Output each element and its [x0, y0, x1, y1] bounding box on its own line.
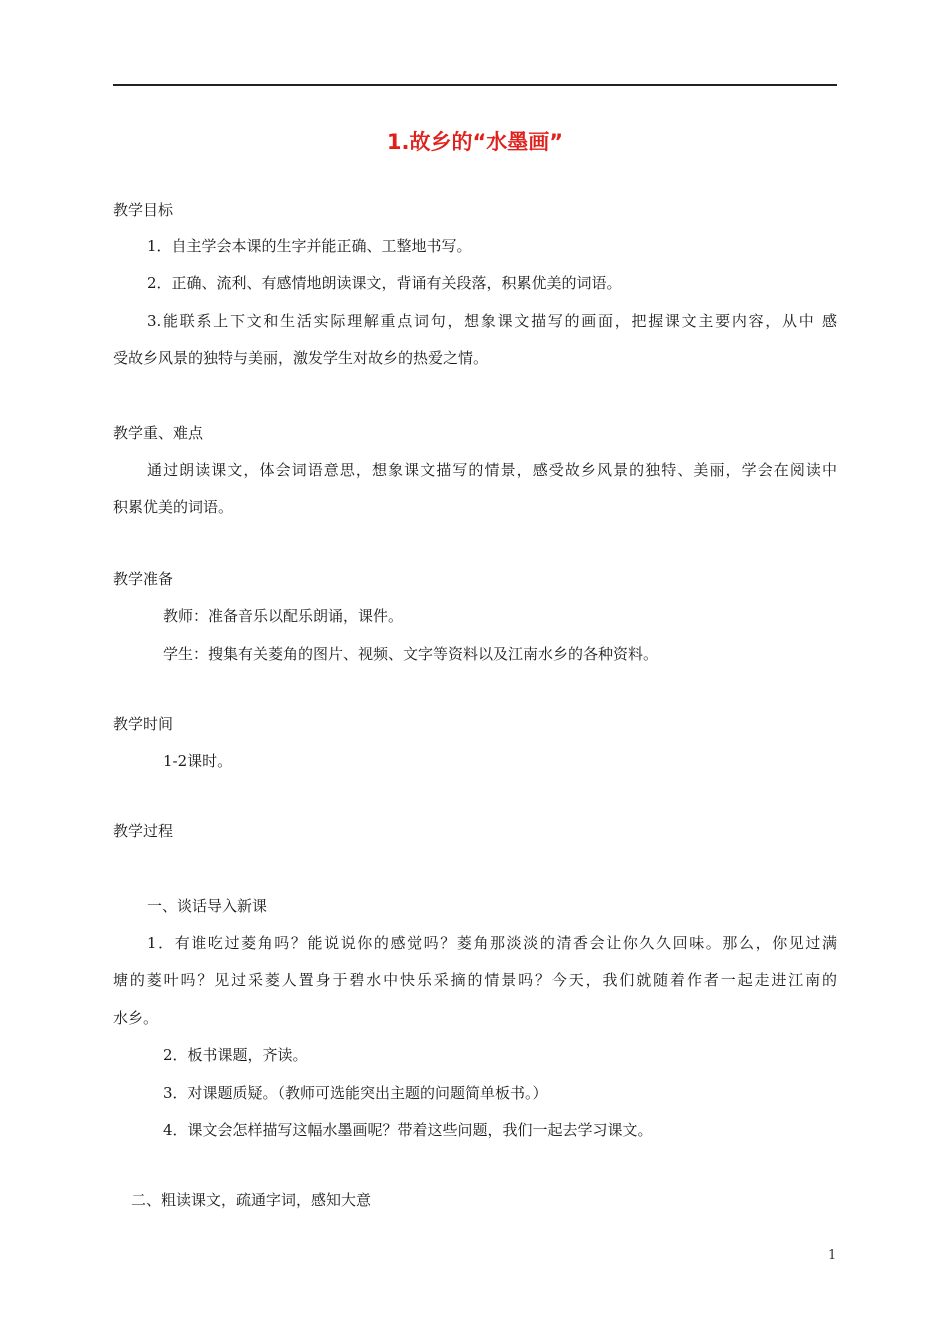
section-heading-goals: 教学目标 — [113, 201, 174, 219]
process-item-1-line-3: 水乡。 — [113, 1009, 159, 1027]
prep-teacher: 教师：准备音乐以配乐朗诵，课件。 — [163, 607, 404, 625]
section-heading-process: 教学过程 — [113, 822, 174, 840]
process-item-4: 4．课文会怎样描写这幅水墨画呢？带着这些问题，我们一起去学习课文。 — [163, 1121, 653, 1139]
process-item-1-line-2: 塘的菱叶吗？见过采菱人置身于碧水中快乐采摘的情景吗？今天，我们就随着作者一起走进江南的 — [113, 971, 837, 989]
goal-item-3-line-1: 3.能联系上下文和生活实际理解重点词句，想象课文描写的画面，把握课文主要内容，从中 感 — [147, 312, 837, 330]
process-item-1-line-1: 1．有谁吃过菱角吗？能说说你的感觉吗？菱角那淡淡的清香会让你久久回味。那么，你见过满 — [147, 934, 837, 952]
goal-item-1: 1．自主学会本课的生字并能正确、工整地书写。 — [147, 237, 472, 255]
time-value: 1-2课时。 — [163, 752, 233, 770]
section-heading-prep: 教学准备 — [113, 570, 174, 588]
process-part-2-heading: 二、粗读课文，疏通字词，感知大意 — [131, 1191, 372, 1209]
process-item-3: 3．对课题质疑。（教师可选能突出主题的问题简单板书。） — [163, 1084, 548, 1102]
section-heading-time: 教学时间 — [113, 715, 174, 733]
process-part-1-heading: 一、谈话导入新课 — [147, 897, 268, 915]
document-title: 1.故乡的“水墨画” — [386, 130, 564, 154]
section-heading-focus: 教学重、难点 — [113, 424, 204, 442]
process-item-2: 2．板书课题，齐读。 — [163, 1046, 308, 1064]
prep-student: 学生：搜集有关菱角的图片、视频、文字等资料以及江南水乡的各种资料。 — [163, 645, 659, 663]
page-number: 1 — [828, 1248, 837, 1263]
focus-text-line-2: 积累优美的词语。 — [113, 498, 234, 516]
goal-item-2: 2．正确、流利、有感情地朗读课文，背诵有关段落，积累优美的词语。 — [147, 274, 622, 292]
header-rule — [113, 84, 837, 86]
focus-text-line-1: 通过朗读课文，体会词语意思，想象课文描写的情景，感受故乡风景的独特、美丽，学会在阅读中 — [147, 461, 837, 479]
goal-item-3-line-2: 受故乡风景的独特与美丽，激发学生对故乡的热爱之情。 — [113, 349, 489, 367]
